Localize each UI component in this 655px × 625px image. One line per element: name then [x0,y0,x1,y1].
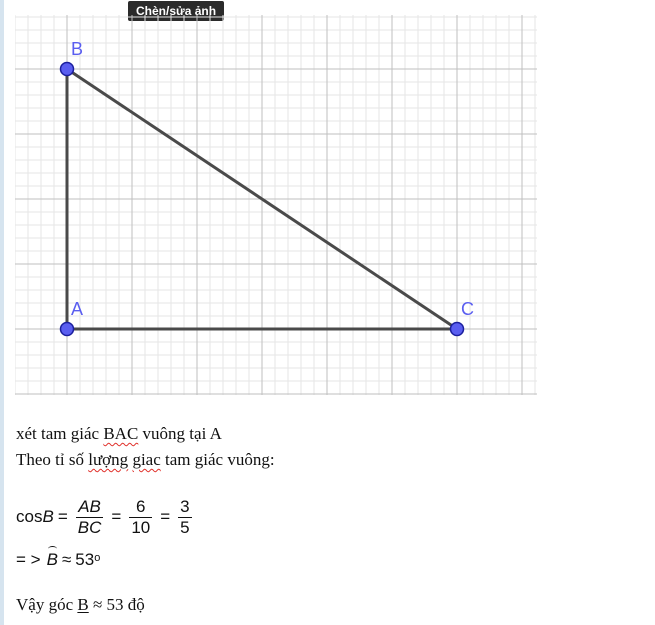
statement-line [16,424,222,444]
grid [15,15,537,395]
fraction-ab-bc [76,497,104,538]
angle-value: 53 [75,550,95,569]
denominator-5: 5 [180,517,190,537]
insert-edit-image-tooltip: Chèn/sửa ảnh [128,1,224,21]
conclusion-suffix: ≈ 53 độ [88,595,145,614]
method-word-luong: lượng [88,450,129,469]
editor-left-border [0,0,4,625]
point-a[interactable] [61,323,74,336]
equals-sign-2: = [111,507,122,526]
point-b[interactable] [61,63,74,76]
implies-sign: = > [16,550,41,569]
angle-result-line [16,548,100,572]
numerator-ab: AB [78,496,101,516]
equals-sign-3: = [160,507,171,526]
label-c: C [461,299,474,319]
statement-triangle-name: BAC [103,424,139,443]
cos-angle-b: B [42,507,54,526]
label-a: A [71,299,84,319]
method-word-giac: giac [132,450,161,469]
point-c[interactable] [451,323,464,336]
numerator-6: 6 [136,496,146,516]
method-prefix: Theo tỉ số [16,450,89,469]
fraction-6-10 [129,497,152,538]
conclusion-angle-b: B [77,595,89,614]
label-b: B [71,39,84,59]
denominator-10: 10 [131,517,151,537]
angle-b-hat: B [46,550,58,569]
approx-sign: ≈ [61,550,72,569]
statement-suffix: vuông tại A [138,424,222,443]
conclusion-prefix: Vậy góc [16,595,78,614]
method-suffix: tam giác vuông: [160,450,275,469]
fraction-3-5 [178,497,191,538]
method-line [16,450,275,470]
degree-mark: o [94,552,101,564]
numerator-3: 3 [180,496,190,516]
triangle-diagram [15,15,537,395]
denominator-bc: BC [77,517,102,537]
statement-prefix: xét tam giác [16,424,104,443]
conclusion-line [16,595,145,615]
geometry-figure[interactable] [15,15,537,395]
equals-sign-1: = [57,507,68,526]
cosine-equation [16,495,196,539]
cos-text: cos [16,507,43,526]
